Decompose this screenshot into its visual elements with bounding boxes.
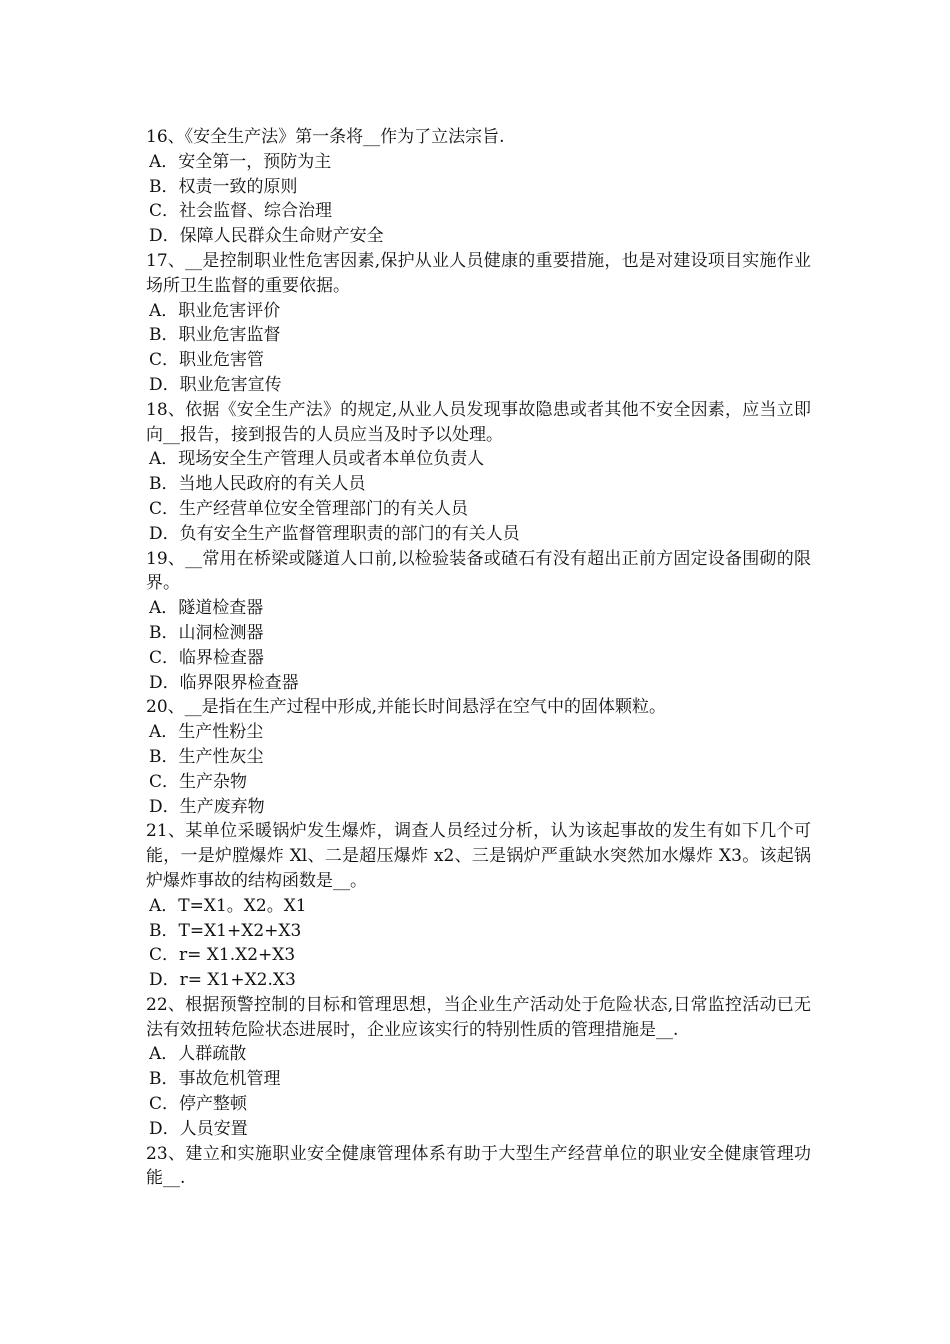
option-b: B．职业危害监督 [149, 325, 281, 346]
option-d: D．人员安置 [149, 1118, 248, 1139]
option-c: C．生产经营单位安全管理部门的有关人员 [149, 498, 469, 519]
question-text: 22、根据预警控制的目标和管理思想，当企业生产活动处于危险状态,日常监控活动已无法有效扭转危险状态进展时，企业应该实行的特别性质的管理措施是__. [146, 994, 811, 1040]
question-text: 17、__是控制职业性危害因素,保护从业人员健康的重要措施，也是对建设项目实施作业场所卫生监督的重要依据。 [146, 250, 811, 296]
question-text: 16、《安全生产法》第一条将__作为了立法宗旨. [146, 127, 505, 147]
option-a: A．生产性粉尘 [149, 722, 264, 743]
question-16 [146, 125, 811, 249]
option-c: C．临界检查器 [149, 647, 265, 668]
option-d: D．保障人民群众生命财产安全 [149, 226, 384, 247]
question-18 [146, 398, 811, 547]
question-22 [146, 993, 811, 1142]
question-text: 23、建立和实施职业安全健康管理体系有助于大型生产经营单位的职业安全健康管理功能__. [146, 1143, 811, 1189]
question-19 [146, 547, 811, 696]
option-b: B．权责一致的原则 [149, 176, 298, 197]
option-d: D．负有安全生产监督管理职责的部门的有关人员 [149, 523, 520, 544]
option-b: B．事故危机管理 [149, 1069, 281, 1090]
option-a: A．安全第一，预防为主 [149, 151, 332, 172]
option-b: B．当地人民政府的有关人员 [149, 474, 366, 495]
option-b: B．T=X1+X2+X3 [149, 920, 302, 941]
question-text: 21、某单位采暖锅炉发生爆炸，调查人员经过分析，认为该起事故的发生有如下几个可能，一是炉膛爆炸 Xl、二是超压爆炸 x2、三是锅炉严重缺水突然加水爆炸 X3。该起锅炉爆炸事故的结构函数是__。 [146, 821, 811, 891]
option-a: A．职业危害评价 [149, 300, 281, 321]
option-a: A．T=X1。X2。X1 [149, 895, 307, 916]
question-text: 18、依据《安全生产法》的规定,从业人员发现事故隐患或者其他不安全因素，应当立即向__报告，接到报告的人员应当及时予以处理。 [146, 399, 811, 445]
option-a: A．现场安全生产管理人员或者本单位负责人 [149, 449, 485, 470]
option-a: A．人群疏散 [149, 1044, 247, 1065]
option-a: A．隧道检查器 [149, 598, 264, 619]
option-d: D．临界限界检查器 [149, 672, 299, 693]
document-page [146, 125, 811, 1191]
option-c: C．职业危害管 [149, 350, 265, 371]
option-d: D．职业危害宣传 [149, 374, 282, 395]
question-23 [146, 1142, 811, 1192]
option-c: C．停产整顿 [149, 1094, 248, 1115]
option-d: D．r= X1+X2.X3 [149, 970, 296, 991]
question-text: 19、__常用在桥梁或隧道人口前,以检验装备或碴石有没有超出正前方固定设备围砌的限界。 [146, 548, 811, 594]
option-b: B．山洞检测器 [149, 622, 264, 643]
option-b: B．生产性灰尘 [149, 746, 264, 767]
question-21 [146, 819, 811, 993]
option-d: D．生产废弃物 [149, 796, 265, 817]
option-c: C．社会监督、综合治理 [149, 201, 333, 222]
question-20 [146, 695, 811, 819]
question-17 [146, 249, 811, 398]
option-c: C．r= X1.X2+X3 [149, 945, 296, 966]
option-c: C．生产杂物 [149, 771, 248, 792]
question-text: 20、__是指在生产过程中形成,并能长时间悬浮在空气中的固体颗粒。 [146, 697, 667, 718]
